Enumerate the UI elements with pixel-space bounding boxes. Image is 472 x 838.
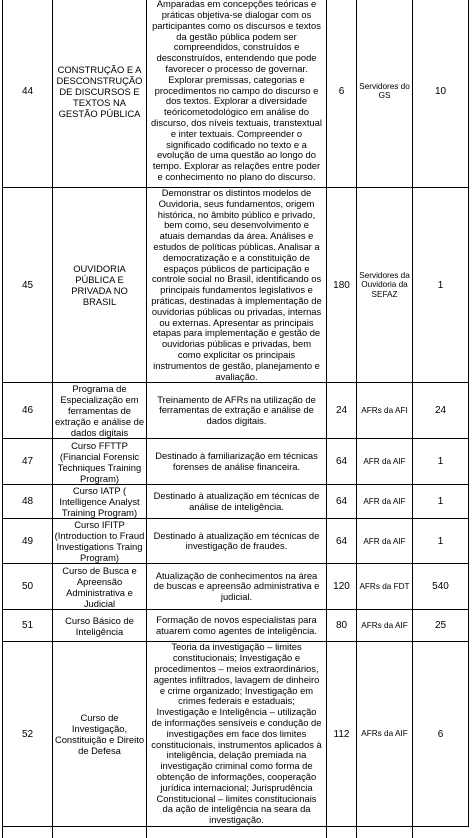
empty-cell (53, 826, 147, 838)
table-row (3, 188, 469, 383)
row-number: 44 (3, 0, 53, 188)
course-name: OUVIDORIA PÚBLICA E PRIVADA NO BRASIL (53, 188, 147, 383)
course-hours: 64 (327, 485, 357, 519)
course-hours: 64 (327, 439, 357, 485)
table-row (3, 485, 469, 519)
row-number: 49 (3, 519, 53, 564)
course-quantity: 1 (413, 485, 469, 519)
course-description: Destinado à atualização em técnicas de análise de inteligência. (147, 485, 327, 519)
table-row (3, 383, 469, 439)
course-hours: 80 (327, 610, 357, 642)
course-table-body (3, 0, 469, 838)
empty-cell (357, 826, 413, 838)
course-audience: AFR da AIF (357, 439, 413, 485)
row-number: 46 (3, 383, 53, 439)
course-name: Curso IATP ( Intelligence Analyst Training Program) (53, 485, 147, 519)
course-audience: AFR da AIF (357, 485, 413, 519)
empty-cell (327, 826, 357, 838)
empty-cell (413, 826, 469, 838)
course-table (2, 0, 469, 838)
course-name: Curso de Investigação, Constituição e Direito de Defesa (53, 642, 147, 827)
row-number: 47 (3, 439, 53, 485)
table-row (3, 0, 469, 188)
course-quantity: 25 (413, 610, 469, 642)
row-number: 51 (3, 610, 53, 642)
table-row (3, 519, 469, 564)
course-description: Demonstrar os distintos modelos de Ouvidoria, seus fundamentos, origem histórica, no âmbito público e privado, bem como, seu desenvolvimento e atuais demandas da área. Análises e estudos de políticas públicas. Analisar a democratização e a constituição de espaços públicos de participação e controle social no Brasil, identificando os principais fundamentos legislativos e práticas, destinadas à implementação de ouvidorias públicas ou privadas, internas ou externas. Apresentar as principais etapas para implementação e gestão de ouvidorias públicas e privadas, bem como explicitar os principais instrumentos de gestão, planejamento e avaliação. (147, 188, 327, 383)
row-number: 48 (3, 485, 53, 519)
course-hours: 24 (327, 383, 357, 439)
course-name: Curso IFITP (Introduction to Fraud Investigations Traing Program) (53, 519, 147, 564)
course-description: Atualização de conhecimentos na área de buscas e apreensão administrativa e judicial. (147, 564, 327, 610)
course-hours: 180 (327, 188, 357, 383)
row-number: 52 (3, 642, 53, 827)
table-row-partial (3, 826, 469, 838)
table-row (3, 564, 469, 610)
course-quantity: 10 (413, 0, 469, 188)
course-quantity: 24 (413, 383, 469, 439)
course-name: Curso de Busca e Apreensão Administrativa e Judicial (53, 564, 147, 610)
course-quantity: 1 (413, 519, 469, 564)
table-row (3, 610, 469, 642)
course-audience: AFRs da AIF (357, 610, 413, 642)
course-audience: Servidores da Ouvidoria da SEFAZ (357, 188, 413, 383)
course-hours: 112 (327, 642, 357, 827)
course-name: Curso Básico de Inteligência (53, 610, 147, 642)
empty-cell (3, 826, 53, 838)
row-number: 50 (3, 564, 53, 610)
course-hours: 64 (327, 519, 357, 564)
course-description: Destinado à familiarização em técnicas forenses de análise financeira. (147, 439, 327, 485)
course-description: Treinamento de AFRs na utilização de ferramentas de extração e análise de dados digitais. (147, 383, 327, 439)
course-quantity: 540 (413, 564, 469, 610)
course-quantity: 1 (413, 188, 469, 383)
course-name: Curso FFTTP (Financial Forensic Techniques Training Program) (53, 439, 147, 485)
row-number: 45 (3, 188, 53, 383)
table-row (3, 439, 469, 485)
course-quantity: 6 (413, 642, 469, 827)
course-audience: AFRs da AIF (357, 642, 413, 827)
course-quantity: 1 (413, 439, 469, 485)
course-audience: AFR da AIF (357, 519, 413, 564)
course-description: Formação de novos especialistas para atuarem como agentes de inteligência. (147, 610, 327, 642)
table-row (3, 642, 469, 827)
course-description: Destinado à atualização em técnicas de investigação de fraudes. (147, 519, 327, 564)
course-audience: AFRs da FDT (357, 564, 413, 610)
course-name: CONSTRUÇÃO E A DESCONSTRUÇÃO DE DISCURSOS E TEXTOS NA GESTÃO PÚBLICA (53, 0, 147, 188)
course-hours: 6 (327, 0, 357, 188)
course-description: Teoria da investigação – limites constitucionais; Investigação e procedimentos – meios extraordinários, agentes infiltrados, lavagem de dinheiro e crime organizado; Investigação em crimes federais e estaduais; Investigação e Inteligência – utilização de informações sensíveis e condução de investigações em face dos limites constitucionais, instrumentos aplicados à inteligência, delação premiada na investigação criminal como forma de obtenção de informações, cooperação jurídica internacional; Jurisprudência Constitucional – limites constitucionais da ação de inteligência na seara da investigação. (147, 642, 327, 827)
empty-cell (147, 826, 327, 838)
course-hours: 120 (327, 564, 357, 610)
course-name: Programa de Especialização em ferramentas de extração e análise de dados digitais (53, 383, 147, 439)
course-audience: AFRs da AFI (357, 383, 413, 439)
course-audience: Servidores do GS (357, 0, 413, 188)
course-description: Amparadas em concepções teóricas e práticas objetiva-se dialogar com os participantes como os discursos e textos da gestão pública podem ser compreendidos, construídos e desconstruídos, entendendo que pode favorecer o processo de governar. Explorar premissas, categorias e procedimentos no campo do discurso e dos textos. Explorar a diversidade teóricometodológico em análise do discurso, dos níveis textuais, transtextual e inter textuais. Compreender o significado codificado no texto e a evolução de uma questão ao longo do tempo. Explorar as relações entre poder e conhecimento no plano do discurso. (147, 0, 327, 188)
